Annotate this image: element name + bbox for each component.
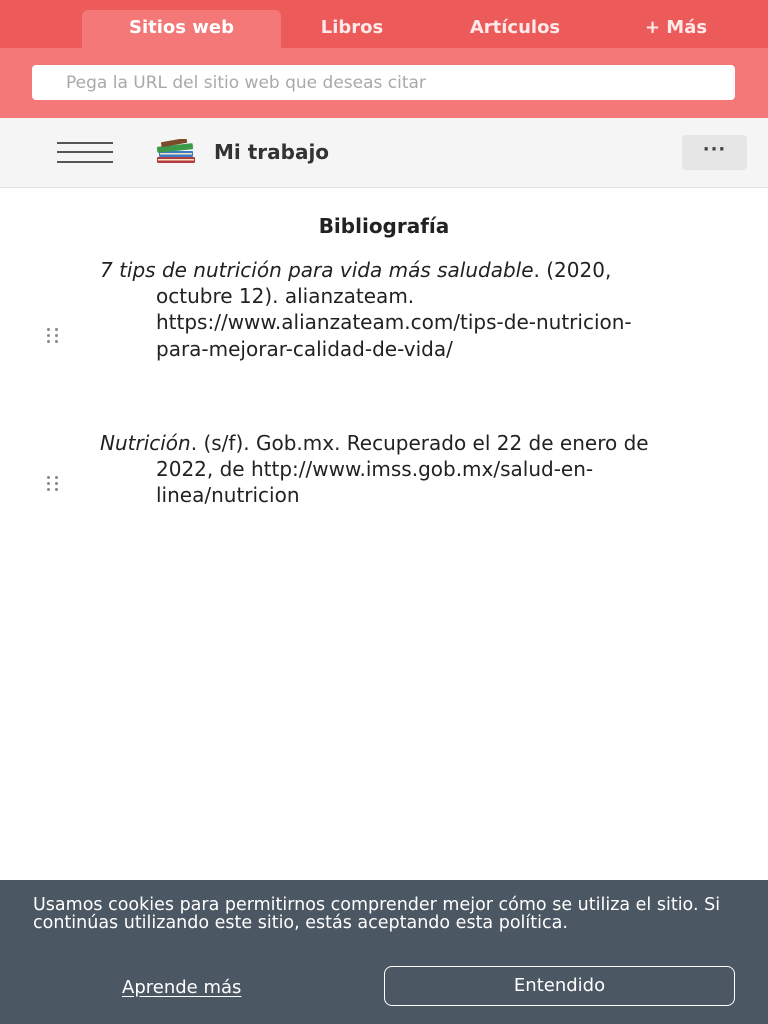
books-icon [155,139,197,165]
citation-title: Nutrición [100,431,191,455]
citation-details: . (s/f). Gob.mx. Recuperado el 22 de enero de 2022, de http://www.imss.gob.mx/salud-en-linea/nutricion [156,431,649,508]
more-options-button[interactable]: ··· [682,135,747,170]
learn-more-link[interactable]: Aprende más [122,977,242,998]
work-toolbar [0,118,768,188]
drag-handle-icon[interactable] [45,327,61,345]
hamburger-menu-icon[interactable] [57,142,113,164]
page-title: Mi trabajo [214,140,330,164]
tab-mas[interactable]: + Más [644,17,708,38]
url-search-input[interactable] [32,65,735,100]
cookie-message: Usamos cookies para permitirnos comprender mejor cómo se utiliza el sitio. Si continúas utilizando este sitio, estás aceptando esta política. [33,895,721,933]
accept-cookies-button[interactable]: Entendido [384,966,735,1006]
tab-sitios-web[interactable]: Sitios web [82,10,281,48]
drag-handle-icon[interactable] [45,475,61,493]
citation-title: 7 tips de nutrición para vida más saludable [100,258,534,282]
bibliography-heading: Bibliografía [318,214,450,238]
source-type-tabs [0,0,768,48]
citation-entry[interactable] [100,430,680,509]
citation-details: . (2020, octubre 12). alianzateam. https://www.alianzateam.com/tips-de-nutricion-para-mejorar-calidad-de-vida/ [156,258,632,361]
citation-entry[interactable] [100,257,680,362]
url-search-box [32,65,735,100]
tab-articulos[interactable]: Artículos [469,17,561,38]
top-header [0,0,768,118]
cookie-banner [0,880,768,1024]
tab-libros[interactable]: Libros [320,17,384,38]
